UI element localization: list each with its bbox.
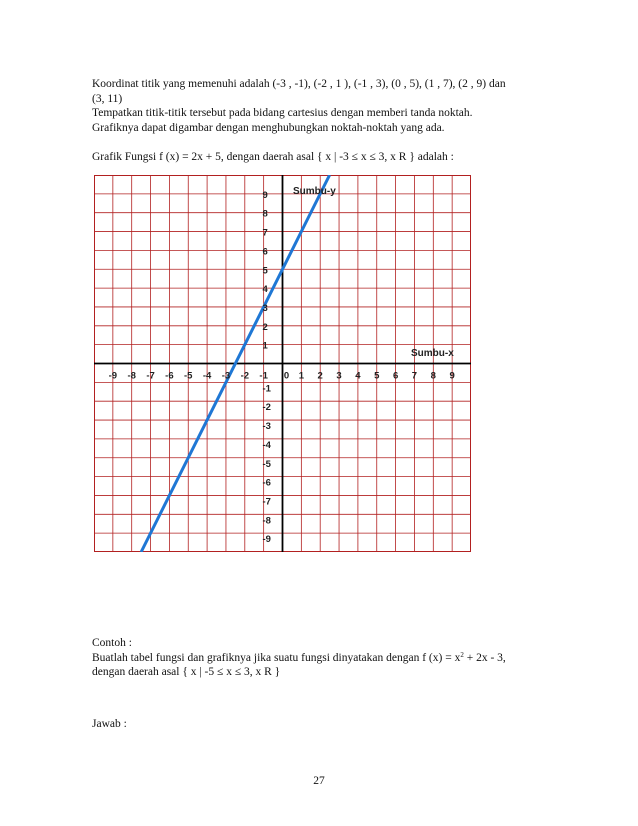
y-tick-label: 2 [262, 321, 268, 333]
y-tick-label: -3 [262, 421, 271, 433]
x-tick-label: 1 [298, 370, 304, 382]
y-tick-label: 6 [262, 246, 268, 258]
intro-line-1: Koordinat titik yang memenuhi adalah (-3 , -1), (-2 , 1 ), (-1 , 3), (0 , 5), (1 , 7), (2 , 9) dan [92, 78, 506, 90]
example-line-3: dengan daerah asal { x | -5 ≤ x ≤ 3, x R } [92, 666, 281, 678]
x-tick-label: 5 [374, 370, 380, 382]
y-tick-label: 5 [262, 265, 268, 277]
x-tick-label: -7 [146, 370, 155, 382]
x-tick-label: 0 [283, 370, 290, 382]
x-tick-label: -9 [108, 370, 118, 382]
example-line-2 [92, 651, 562, 666]
x-tick-label: 7 [411, 370, 418, 382]
example-exponent: 2 [460, 650, 464, 659]
y-tick-label: -4 [262, 439, 271, 451]
x-tick-label: -6 [165, 370, 174, 382]
intro-line-4: Grafiknya dapat digambar dengan menghubungkan noktah-noktah yang ada. [92, 121, 445, 134]
y-tick-label: -6 [262, 477, 271, 489]
graph-canvas [94, 175, 471, 552]
x-tick-label: -8 [127, 370, 136, 382]
y-tick-label: 4 [262, 284, 268, 296]
y-tick-label: 1 [262, 340, 268, 352]
x-tick-label: 4 [355, 370, 361, 382]
answer-paragraph [92, 717, 562, 732]
page-number: 27 [313, 775, 325, 787]
x-tick-label: -3 [221, 370, 231, 382]
x-tick-label: 8 [430, 370, 436, 382]
x-tick-label: -5 [184, 370, 193, 382]
x-tick-label: 3 [336, 370, 342, 382]
y-tick-label: 8 [262, 208, 268, 220]
example-title: Contoh : [92, 637, 132, 649]
y-tick-label: 9 [262, 189, 268, 201]
x-tick-label: -2 [240, 370, 250, 382]
example-line-2-rest: + 2x - 3, [463, 651, 506, 664]
y-tick-label: -7 [262, 496, 271, 508]
y-tick-label: 3 [262, 302, 268, 314]
y-tick-label: -9 [262, 534, 271, 546]
graph-caption [92, 150, 562, 165]
y-axis-title: Sumbu-y [293, 186, 336, 197]
y-tick-label: -8 [262, 515, 271, 527]
graph-caption-text: Grafik Fungsi f (x) = 2x + 5, dengan daerah asal { x | -3 ≤ x ≤ 3, x R } adalah : [92, 151, 454, 163]
y-tick-label: -1 [262, 383, 271, 395]
y-tick-label: -5 [262, 458, 271, 470]
x-tick-label: -1 [259, 370, 268, 382]
intro-paragraph [92, 77, 562, 135]
cartesian-graph [94, 175, 471, 552]
x-tick-label: 9 [449, 370, 455, 382]
answer-label: Jawab : [92, 718, 127, 730]
x-axis-title: Sumbu-x [411, 348, 454, 359]
example-paragraph [92, 636, 562, 680]
x-tick-label: 6 [392, 370, 399, 382]
intro-line-3: Tempatkan titik-titik tersebut pada bidang cartesius dengan memberi tanda noktah. [92, 107, 473, 119]
y-tick-label: -2 [262, 402, 271, 414]
example-line-2-text: Buatlah tabel fungsi dan grafiknya jika suatu fungsi dinyatakan dengan f (x) = x [92, 651, 461, 664]
x-tick-label: -4 [202, 370, 212, 382]
y-tick-label: 7 [262, 227, 268, 239]
intro-line-2: (3, 11) [92, 92, 123, 105]
x-tick-label: 2 [317, 370, 323, 382]
